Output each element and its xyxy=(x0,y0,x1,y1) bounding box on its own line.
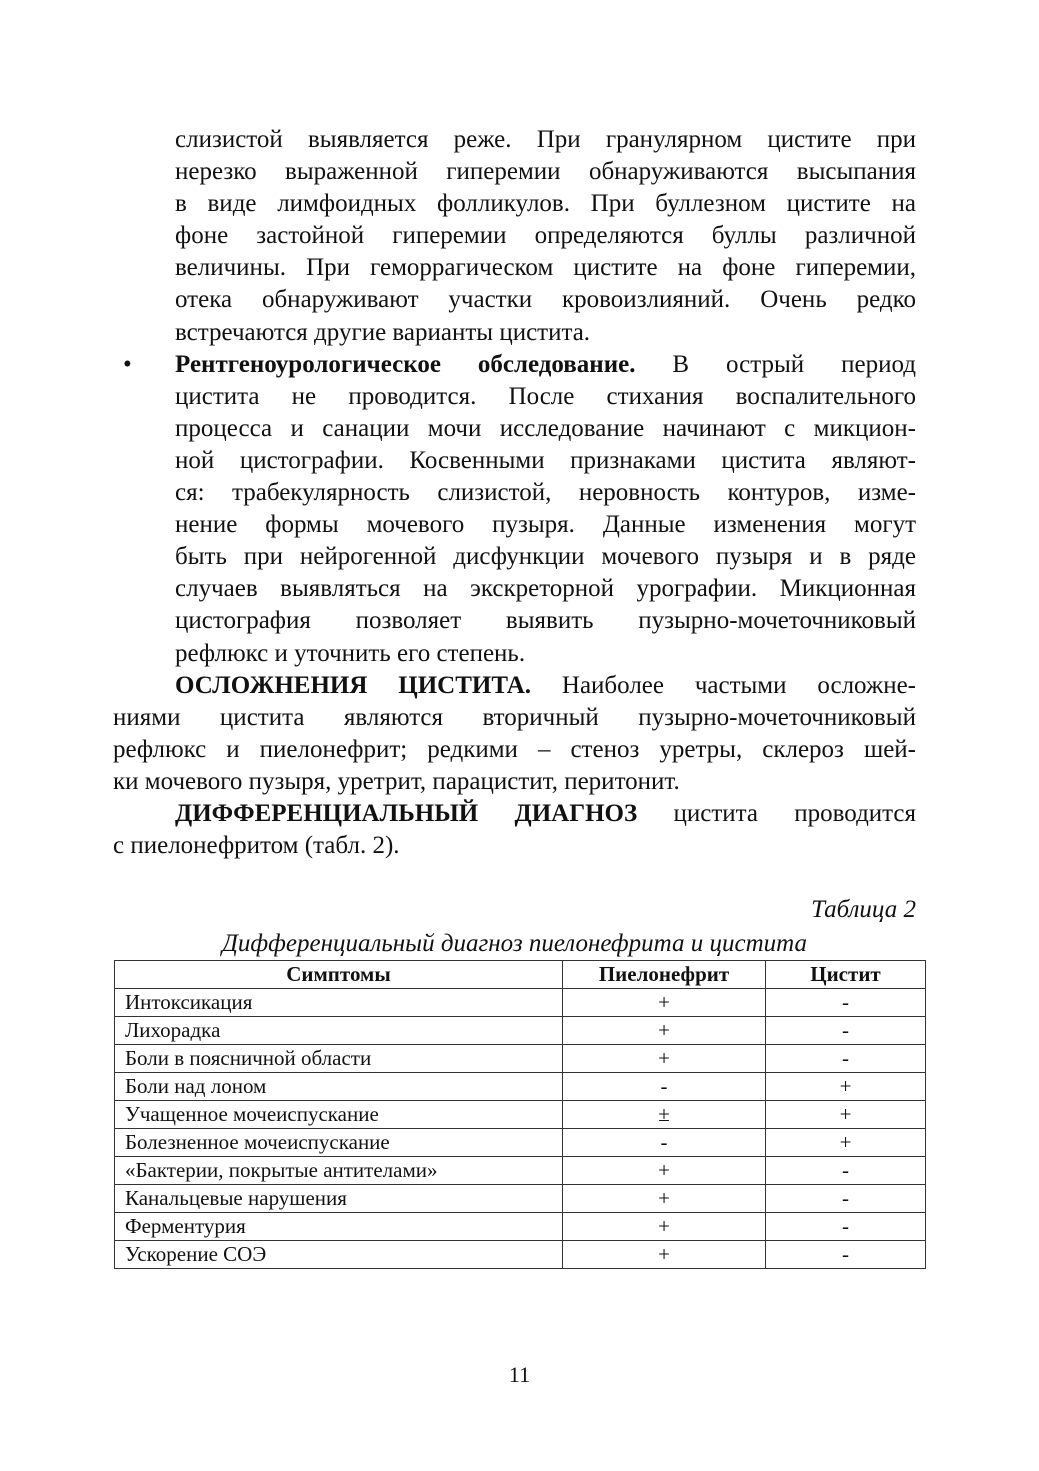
table-row xyxy=(115,1017,926,1045)
pyelonephritis-cell: + xyxy=(563,1213,766,1241)
pyelonephritis-cell: + xyxy=(563,1157,766,1185)
complications-paragraph xyxy=(113,670,916,702)
cystitis-cell: - xyxy=(766,1241,926,1269)
text-line: нерезко выраженной гиперемии обнаруживаются высыпания xyxy=(175,158,916,186)
pyelonephritis-cell: + xyxy=(563,1017,766,1045)
table-row xyxy=(115,1157,926,1185)
section-heading: ОСЛОЖНЕНИЯ ЦИСТИТА. xyxy=(175,671,532,699)
text-line: быть при нейрогенной дисфункции мочевого пузыря и в ряде xyxy=(175,543,916,571)
text-line: слизистой выявляется реже. При гранулярном цистите при xyxy=(175,126,916,153)
table-number: Таблица 2 xyxy=(811,896,916,923)
pyelonephritis-cell: + xyxy=(563,1241,766,1269)
symptom-cell: Лихорадка xyxy=(115,1017,563,1045)
cystitis-cell: + xyxy=(766,1101,926,1129)
table-row xyxy=(115,1045,926,1073)
table-header-row xyxy=(115,961,926,989)
cystitis-cell: - xyxy=(766,1045,926,1073)
cystitis-cell: + xyxy=(766,1129,926,1157)
text-line: цистита не проводится. После стихания воспалительного xyxy=(175,382,916,410)
page-number: 11 xyxy=(508,1362,531,1387)
text-line: фоне застойной гиперемии определяются буллы различной xyxy=(175,222,916,250)
bullet-item-xray xyxy=(113,349,916,381)
symptom-cell: Боли над лоном xyxy=(115,1073,563,1101)
text-line: в виде лимфоидных фолликулов. При буллезном цистите на xyxy=(175,190,916,218)
pyelonephritis-cell: - xyxy=(563,1073,766,1101)
pyelonephritis-cell: + xyxy=(563,1045,766,1073)
header-cystitis: Цистит xyxy=(766,961,926,989)
symptom-cell: Интоксикация xyxy=(115,989,563,1017)
table-row xyxy=(115,1185,926,1213)
cystitis-cell: - xyxy=(766,989,926,1017)
cystitis-cell: - xyxy=(766,1185,926,1213)
table-title: Дифференциальный диагноз пиелонефрита и цистита xyxy=(221,930,807,957)
text-line: нение формы мочевого пузыря. Данные изменения могут xyxy=(175,511,916,539)
text-line: рефлюкс и пиелонефрит; редкими – стеноз уретры, склероз шей- xyxy=(113,735,916,763)
symptom-cell: Болезненное мочеиспускание xyxy=(115,1129,563,1157)
text-line: цистография позволяет выявить пузырно-мочеточниковый xyxy=(175,607,916,635)
cystitis-cell: - xyxy=(766,1213,926,1241)
text-line: процесса и санации мочи исследование начинают с микцион- xyxy=(175,414,916,442)
differential-table xyxy=(114,960,926,1269)
bullet-icon: • xyxy=(123,350,132,378)
text-line: ной цистографии. Косвенными признаками цистита являют- xyxy=(175,446,916,474)
symptom-cell: Ферментурия xyxy=(115,1213,563,1241)
table-row xyxy=(115,1129,926,1157)
table-row xyxy=(115,1101,926,1129)
text-line: с пиелонефритом (табл. 2). xyxy=(113,832,400,860)
text-line: ся: трабекулярность слизистой, неровность контуров, изме- xyxy=(175,479,916,507)
table-row xyxy=(115,1213,926,1241)
symptom-cell: Канальцевые нарушения xyxy=(115,1185,563,1213)
text-line: рефлюкс и уточнить его степень. xyxy=(175,639,526,667)
text-line: отека обнаруживают участки кровоизлияний. Очень редко xyxy=(175,286,916,314)
text-line: величины. При геморрагическом цистите на фоне гиперемии, xyxy=(175,254,916,282)
text-line: случаев выявляться на экскреторной урографии. Микционная xyxy=(175,575,916,603)
table-row xyxy=(115,1073,926,1101)
symptom-cell: Боли в поясничной области xyxy=(115,1045,563,1073)
text-fragment: цистита проводится xyxy=(637,799,916,827)
text-line: встречаются другие варианты цистита. xyxy=(175,318,591,346)
symptom-cell: Учащенное мочеиспускание xyxy=(115,1101,563,1129)
bullet-heading: Рентгеноурологическое обследование. xyxy=(175,350,636,378)
text-line: ки мочевого пузыря, уретрит, парацистит, перитонит. xyxy=(113,767,680,795)
pyelonephritis-cell: + xyxy=(563,989,766,1017)
symptom-cell: Ускорение СОЭ xyxy=(115,1241,563,1269)
body-text xyxy=(113,124,916,862)
table-row xyxy=(115,1241,926,1269)
symptom-cell: «Бактерии, покрытые антителами» xyxy=(115,1157,563,1185)
text-fragment: Наиболее частыми осложне- xyxy=(531,671,916,699)
text-line: ниями цистита являются вторичный пузырно-мочеточниковый xyxy=(113,703,916,731)
header-pyelonephritis: Пиелонефрит xyxy=(563,961,766,989)
table-row xyxy=(115,989,926,1017)
cystitis-cell: - xyxy=(766,1157,926,1185)
text-fragment: В острый период xyxy=(635,350,916,378)
pyelonephritis-cell: + xyxy=(563,1185,766,1213)
cystitis-cell: - xyxy=(766,1017,926,1045)
section-heading: ДИФФЕРЕНЦИАЛЬНЫЙ ДИАГНОЗ xyxy=(175,799,638,827)
pyelonephritis-cell: - xyxy=(563,1129,766,1157)
header-symptoms: Симптомы xyxy=(115,961,563,989)
pyelonephritis-cell: ± xyxy=(563,1101,766,1129)
cystitis-cell: + xyxy=(766,1073,926,1101)
differential-paragraph xyxy=(113,798,916,830)
